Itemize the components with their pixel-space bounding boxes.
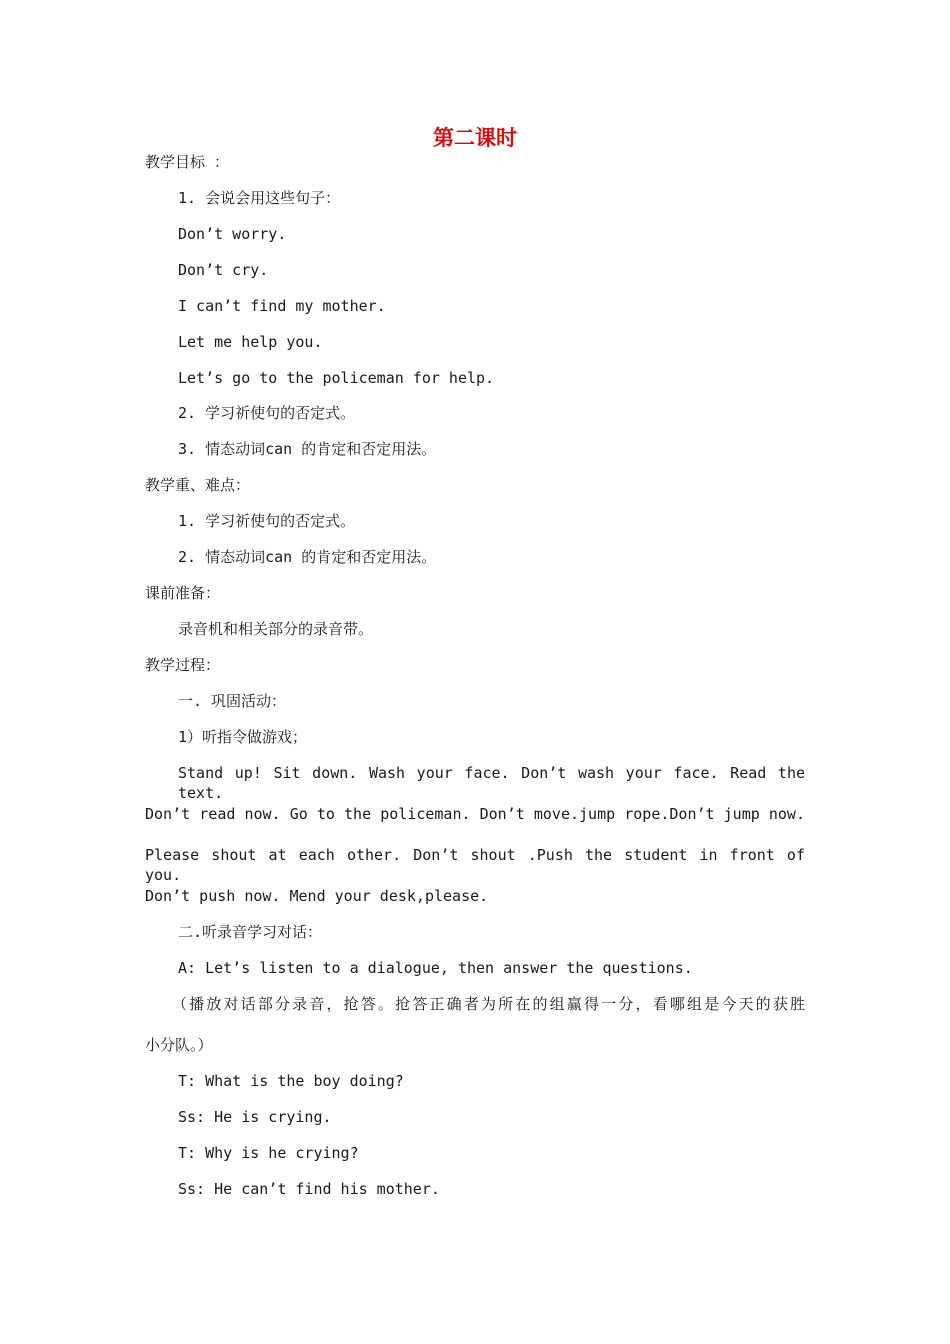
step-2-note-text: （播放对话部分录音，抢答。抢答正确者为所在的组赢得一分，看哪组是今天的获胜	[172, 995, 805, 1013]
step-2-instruction: A: Let’s listen to a dialogue, then answer the questions.	[178, 959, 693, 977]
prep-text: 录音机和相关部分的录音带。	[178, 620, 374, 638]
commands-line	[145, 845, 805, 885]
dialogue-line: T: Why is he crying?	[178, 1144, 359, 1162]
sentence-line: Let me help you.	[178, 333, 323, 351]
key-point-item: 1. 学习祈使句的否定式。	[178, 512, 356, 530]
objective-item-3: 3. 情态动词can 的肯定和否定用法。	[178, 440, 437, 458]
objectives-heading: 教学目标 ：	[145, 153, 230, 171]
commands-line	[178, 763, 805, 803]
key-point-item: 2. 情态动词can 的肯定和否定用法。	[178, 548, 437, 566]
page-title: 第二课时	[433, 126, 517, 150]
key-points-heading: 教学重、难点：	[145, 476, 251, 494]
objective-item-2: 2. 学习祈使句的否定式。	[178, 404, 356, 422]
sentence-line: Let’s go to the policeman for help.	[178, 369, 495, 387]
sentence-line: Don’t worry.	[178, 225, 287, 243]
sentence-line: Don’t cry.	[178, 261, 269, 279]
dialogue-line: Ss: He is crying.	[178, 1108, 332, 1126]
step-1-sub: 1）听指令做游戏；	[178, 728, 308, 746]
commands-line: Don’t push now. Mend your desk,please.	[145, 887, 489, 905]
step-1-heading: 一. 巩固活动：	[178, 692, 287, 710]
prep-heading: 课前准备：	[145, 584, 221, 602]
commands-line	[145, 804, 805, 824]
objective-item-1: 1. 会说会用这些句子：	[178, 189, 341, 207]
step-2-heading: 二.听录音学习对话：	[178, 923, 323, 941]
commands-text: Please shout at each other. Don’t shout .Push the student in front of you.	[145, 846, 805, 884]
commands-text: Stand up! Sit down. Wash your face. Don’t wash your face. Read the text.	[178, 764, 805, 802]
sentence-line: I can’t find my mother.	[178, 297, 386, 315]
process-heading: 教学过程：	[145, 656, 221, 674]
dialogue-line: T: What is the boy doing?	[178, 1072, 404, 1090]
step-2-note	[172, 994, 805, 1014]
step-2-note-end: 小分队。）	[145, 1036, 213, 1054]
commands-text: Don’t read now. Go to the policeman. Don’t move.jump rope.Don’t jump now.	[145, 805, 805, 823]
dialogue-line: Ss: He can’t find his mother.	[178, 1180, 440, 1198]
